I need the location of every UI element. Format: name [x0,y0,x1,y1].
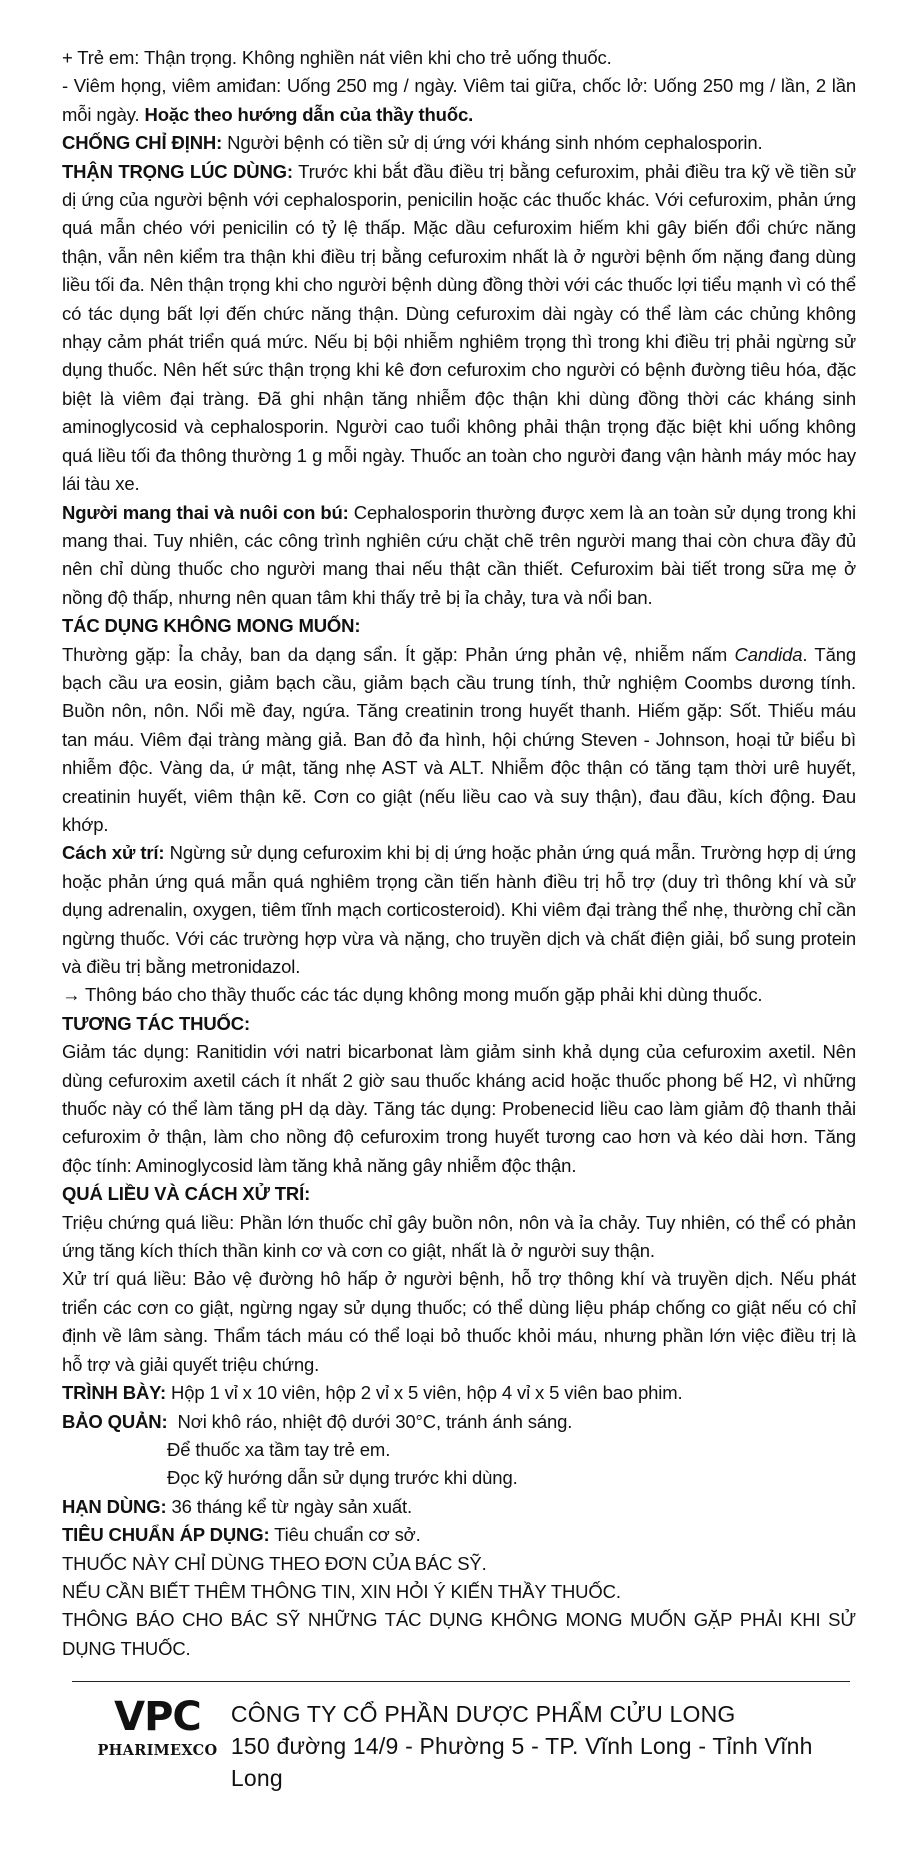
overdose-symptoms: Triệu chứng quá liều: Phần lớn thuốc chỉ gây buồn nôn, nôn và ỉa chảy. Tuy nhiên, có thể có phản ứng tăng kích thích thần kinh cơ và cơn co giật, nhất là ở người suy thận. [62,1211,856,1262]
precautions-text: Trước khi bắt đầu điều trị bằng cefuroxim, phải điều tra kỹ về tiền sử dị ứng của người bệnh với cephalosporin, penicilin hoặc các thuốc khác. Với cefuroxim, phản ứng quá mẫn chéo với penicilin có tỷ lệ thấp. Mặc dầu cefuroxim hiếm khi gây biến đổi chức năng thận, vẫn nên kiểm tra thận khi điều trị bằng cefuroxim nhất là ở người bệnh ốm nặng đang dùng liều tối đa. Nên thận trọng khi cho người bệnh dùng đồng thời với các thuốc lợi tiểu mạnh vì có thể có tác dụng bất lợi đến chức năng thận. Dùng cefuroxim dài ngày có thể làm các chủng không nhạy cảm phát triển quá mức. Nếu bị bội nhiễm nghiêm trọng thì trong khi điều trị phải ngừng sử dụng thuốc. Nên hết sức thận trọng khi kê đơn cefuroxim cho người có bệnh đường tiêu hóa, đặc biệt là viêm đại tràng. Đã ghi nhận tăng nhiễm độc thận khi dùng đồng thời các kháng sinh aminoglycosid và cephalosporin. Người cao tuổi không phải thận trọng đặc biệt khi uống không quá liều tối đa thông thường 1 g mỗi ngày. Thuốc an toàn cho người đang vận hành máy móc hay lái tàu xe. [62,160,857,495]
throat-dosage-text: - Viêm họng, viêm amiđan: Uống 250 mg / ngày. Viêm tai giữa, chốc lở: Uống 250 mg / lần, 2 lần mỗi ngày. [62,75,856,125]
company-footer [62,1694,856,1794]
management-text: Ngừng sử dụng cefuroxim khi bị dị ứng hoặc phản ứng quá mẫn. Trường hợp dị ứng hoặc phản ứng quá mẫn quá nghiêm trọng cần tiến hành điều trị hỗ trợ (duy trì thông khí và sử dụng adrenalin, oxygen, tiêm tĩnh mạch corticosteroid). Khi viêm đại tràng thể nhẹ, thường chỉ cần ngừng thuốc. Với các trường hợp vừa và nặng, cho truyền dịch và chất điện giải, bổ sung protein và điều trị bằng metronidazol. [62,842,856,977]
presentation-text: Hộp 1 vỉ x 10 viên, hộp 2 vỉ x 5 viên, hộp 4 vỉ x 5 viên bao phim. [171,1382,683,1404]
presentation-heading: TRÌNH BÀY: [62,1382,167,1404]
precautions-heading: THẬN TRỌNG LÚC DÙNG: [62,160,293,182]
report-side-effects-warning: THÔNG BÁO CHO BÁC SỸ NHỮNG TÁC DỤNG KHÔNG MONG MUỐN GẶP PHẢI KHI SỬ DỤNG THUỐC. [62,1609,856,1659]
shelf-life-section [62,1493,856,1521]
prescription-only-warning: THUỐC NÀY CHỈ DÙNG THEO ĐƠN CỦA BÁC SỸ. [62,1552,487,1574]
standard-section [62,1521,856,1549]
pregnancy-heading: Người mang thai và nuôi con bú: [62,501,349,523]
company-info [231,1698,856,1794]
company-name: CÔNG TY CỔ PHẦN DƯỢC PHẨM CỬU LONG [230,1701,736,1728]
management-section [62,839,856,981]
pregnancy-text: Cephalosporin thường được xem là an toàn sử dụng trong khi mang thai. Tuy nhiên, các công trình nghiên cứu chặt chẽ trên người mang thai còn chưa đầy đủ nên chỉ dùng thuốc cho người mang thai nếu thật cần thiết. Cefuroxim bài tiết trong sữa mẹ ở nồng độ thấp, nhưng nên quan tâm khi thấy trẻ bị ỉa chảy, tưa và nổi ban. [62,501,856,608]
contraindications-heading: CHỐNG CHỈ ĐỊNH: [62,132,223,154]
overdose-heading: QUÁ LIỀU VÀ CÁCH XỬ TRÍ: [62,1183,311,1205]
standard-heading: TIÊU CHUẨN ÁP DỤNG: [62,1524,270,1546]
side-effects-italic-term: Candida [734,643,803,665]
ask-doctor-warning: NẾU CẦN BIẾT THÊM THÔNG TIN, XIN HỎI Ý KIẾN THẦY THUỐC. [62,1580,621,1602]
storage-section [62,1408,856,1436]
pregnancy-section [62,499,856,613]
shelf-life-heading: HẠN DÙNG: [62,1495,167,1517]
contraindications-text: Người bệnh có tiền sử dị ứng với kháng sinh nhóm cephalosporin. [227,132,763,154]
follow-doctor-note: Hoặc theo hướng dẫn của thầy thuốc. [144,103,474,125]
interactions-heading: TƯƠNG TÁC THUỐC: [62,1012,251,1034]
presentation-section [62,1379,856,1407]
storage-line-2: Để thuốc xa tầm tay trẻ em. [167,1438,391,1460]
shelf-life-text: 36 tháng kể từ ngày sản xuất. [171,1495,412,1517]
company-logo [94,1694,221,1762]
company-address: 150 đường 14/9 - Phường 5 - TP. Vĩnh Long - Tỉnh Vĩnh Long [230,1733,813,1792]
storage-heading: BẢO QUẢN: [62,1410,168,1432]
management-notice: → Thông báo cho thầy thuốc các tác dụng không mong muốn gặp phải khi dùng thuốc. [62,984,763,1006]
interactions-text: Giảm tác dụng: Ranitidin với natri bicarbonat làm giảm sinh khả dụng của cefuroxim axetil. Nên dùng cefuroxim axetil cách ít nhất 2 giờ sau thuốc kháng acid hoặc thuốc phong bế H2, vì những thuốc này có thể làm tăng pH dạ dày. Tăng tác dụng: Probenecid liều cao làm giảm độ thanh thải cefuroxim ở thận, làm cho nồng độ cefuroxim trong huyết tương cao hơn và kéo dài hơn. Tăng độc tính: Aminoglycosid làm tăng khả năng gây nhiễm độc thận. [62,1041,856,1176]
contraindications-section [62,129,856,157]
precautions-section [62,158,856,499]
side-effects-text-before: Thường gặp: Ỉa chảy, ban da dạng sẩn. Ít gặp: Phản ứng phản vệ, nhiễm nấm [62,643,735,665]
logo-mark: VPC [114,1694,201,1741]
throat-dosage-note [62,72,856,129]
storage-line-3: Đọc kỹ hướng dẫn sử dụng trước khi dùng. [167,1467,518,1489]
side-effects-text [62,641,856,840]
storage-line-1: Nơi khô ráo, nhiệt độ dưới 30°C, tránh ánh sáng. [177,1410,573,1432]
overdose-treatment: Xử trí quá liều: Bảo vệ đường hô hấp ở người bệnh, hỗ trợ thông khí và truyền dịch. Nếu phát triển các cơn co giật, ngừng ngay sử dụng thuốc; có thể dùng liệu pháp chống co giật nếu có chỉ định về lâm sàng. Thẩm tách máu có thể loại bỏ thuốc khỏi máu, nhưng phần lớn việc điều trị là hỗ trợ và giải quyết triệu chứng. [62,1268,856,1375]
standard-text: Tiêu chuẩn cơ sở. [274,1524,421,1546]
logo-subtitle: PHARIMEXCO [97,1742,218,1760]
child-dosage-note: + Trẻ em: Thận trọng. Không nghiền nát viên khi cho trẻ uống thuốc. [62,47,612,68]
management-heading: Cách xử trí: [62,842,165,864]
side-effects-heading: TÁC DỤNG KHÔNG MONG MUỐN: [62,615,361,637]
side-effects-text-after: . Tăng bạch cầu ưa eosin, giảm bạch cầu, giảm bạch cầu trung tính, thử nghiệm Coombs dương tính. Buồn nôn, nôn. Nổi mề đay, ngứa. Tăng creatinin trong huyết thanh. Hiếm gặp: Sốt. Thiếu máu tan máu. Viêm đại tràng màng giả. Ban đỏ đa hình, hội chứng Steven - Johnson, hoại tử biểu bì nhiễm độc. Vàng da, ứ mật, tăng nhẹ AST và ALT. Nhiễm độc thận có tăng tạm thời urê huyết, creatinin huyết, viêm thận kẽ. Cơn co giật (nếu liều cao và suy thận), đau đầu, kích động. Đau khớp. [62,643,856,835]
footer-divider [72,1681,850,1682]
